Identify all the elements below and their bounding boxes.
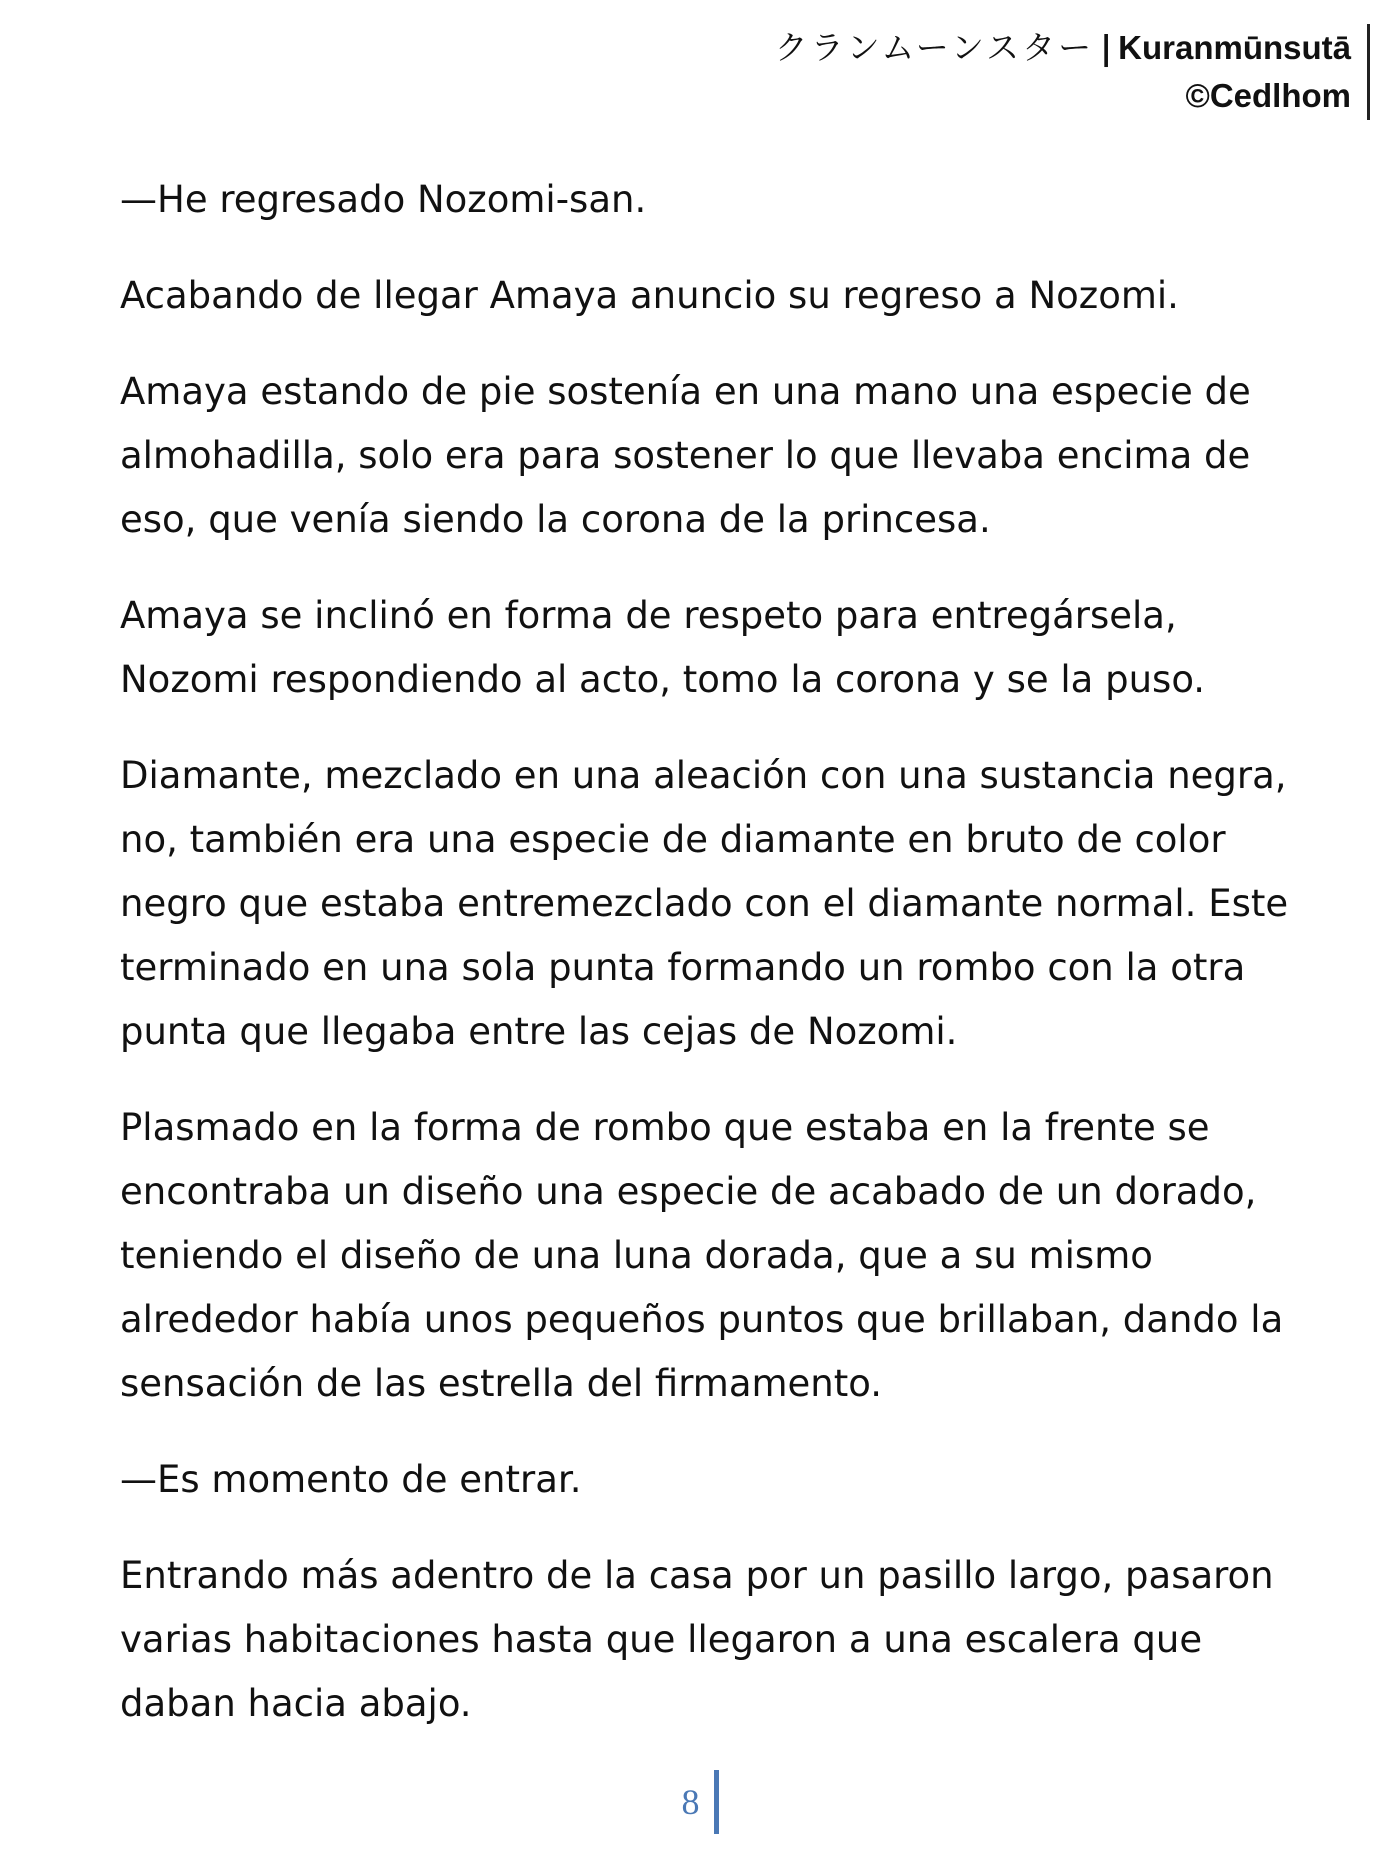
header-text <box>775 24 1367 120</box>
paragraph-4: Amaya se inclinó en forma de respeto para entregársela, Nozomi respondiendo al acto, tomo la corona y se la puso. <box>120 594 1206 701</box>
paragraph-5: Diamante, mezclado en una aleación con una sustancia negra, no, también era una especie de diamante en bruto de color negro que estaba entremezclado con el diamante normal. Este terminado en una sola punta formando un rombo con la otra punta que llegaba entre las cejas de Nozomi. <box>120 754 1289 1053</box>
header-title-romaji: Kuranmūnsutā <box>1118 29 1351 66</box>
page-header <box>775 24 1370 120</box>
page-body <box>120 168 1300 1768</box>
header-title-jp: クランムーンスター <box>774 28 1095 67</box>
paragraph-7: —Es momento de entrar. <box>120 1458 582 1501</box>
page-footer <box>0 1770 1400 1834</box>
header-vertical-rule <box>1367 24 1370 120</box>
paragraph-2: Acabando de llegar Amaya anuncio su regreso a Nozomi. <box>120 274 1179 317</box>
page-number-rule <box>714 1770 719 1834</box>
paragraph-3: Amaya estando de pie sostenía en una mano una especie de almohadilla, solo era para sostener lo que llevaba encima de eso, que venía siendo la corona de la princesa. <box>120 370 1251 541</box>
paragraph-1: —He regresado Nozomi-san. <box>120 178 647 221</box>
header-copyright: ©Cedlhom <box>1185 77 1351 114</box>
header-title-line <box>775 24 1351 72</box>
header-separator: | <box>1100 28 1113 67</box>
page-number: 8 <box>681 1782 700 1822</box>
paragraph-6: Plasmado en la forma de rombo que estaba en la frente se encontraba un diseño una especie de acabado de un dorado, teniendo el diseño de una luna dorada, que a su mismo alrededor había unos pequeños puntos que brillaban, dando la sensación de las estrella del firmamento. <box>120 1106 1284 1405</box>
paragraph-8: Entrando más adentro de la casa por un pasillo largo, pasaron varias habitaciones hasta que llegaron a una escalera que daban hacia abajo. <box>120 1554 1274 1725</box>
